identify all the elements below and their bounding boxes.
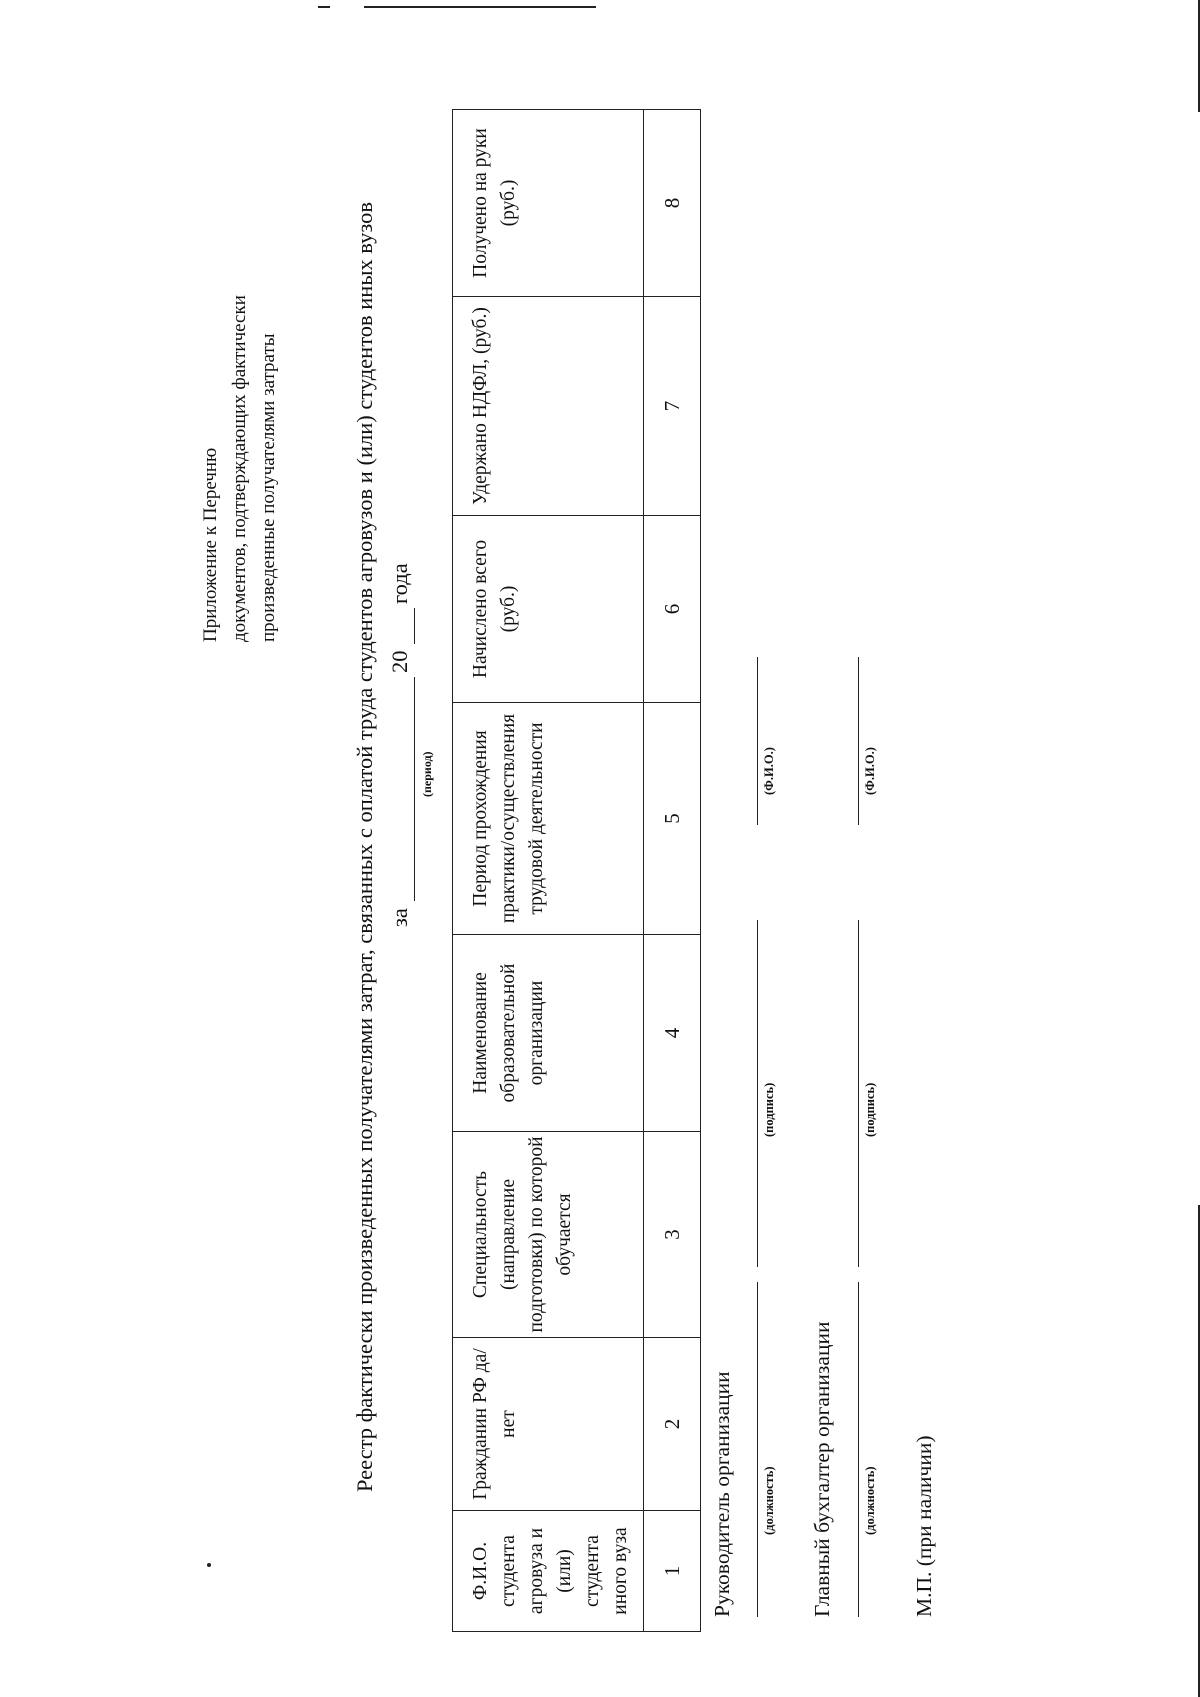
- column-number: 5: [644, 703, 701, 935]
- accountant-position-caption: (должность): [863, 1466, 877, 1535]
- header-cell: Период прохождения практики/осуществления трудовой деятельности: [453, 703, 644, 935]
- header-cell: Специальность (направление подготовки) по которой обучается: [453, 1132, 644, 1338]
- column-number: 4: [644, 935, 701, 1132]
- accountant-position-line[interactable]: [858, 1282, 859, 1617]
- accountant-name-caption: (Ф.И.О.): [863, 747, 877, 795]
- head-position-caption: (должность): [762, 1466, 776, 1535]
- column-number: 7: [644, 297, 701, 516]
- period-line: [387, 407, 421, 927]
- period-year-prefix: 20: [387, 650, 412, 673]
- header-row: [453, 110, 644, 1632]
- appendix-line: документов, подтверждающих фактически: [229, 295, 250, 642]
- registry-table: [452, 109, 701, 1632]
- appendix-line: Приложение к Перечню: [200, 447, 221, 642]
- accountant-label: Главный бухгалтер организации: [810, 1321, 834, 1617]
- header-cell: Гражданин РФ да/нет: [453, 1338, 644, 1511]
- period-blank[interactable]: [414, 677, 415, 901]
- header-cell: Удержано НДФЛ, (руб.): [453, 297, 644, 516]
- header-cell: Получено на руки (руб.): [453, 110, 644, 297]
- accountant-name-line[interactable]: [858, 657, 859, 825]
- column-number: 6: [644, 516, 701, 703]
- period-suffix: года: [387, 563, 412, 604]
- document-title: Реестр фактически произведенных получателями затрат, связанных с оплатой труда студентов агровузов и (или) студентов иных вузов: [352, 201, 377, 1493]
- head-signature-line[interactable]: [757, 920, 758, 1267]
- appendix-line: произведенные получателями затраты: [258, 333, 279, 642]
- accountant-signature-line[interactable]: [858, 920, 859, 1267]
- head-position-line[interactable]: [757, 1282, 758, 1617]
- stamp-note: М.П. (при наличии): [912, 1435, 936, 1617]
- column-number: 1: [644, 1511, 701, 1632]
- period-prefix: за: [387, 908, 412, 927]
- column-number: 2: [644, 1338, 701, 1511]
- column-number: 8: [644, 110, 701, 297]
- head-name-line[interactable]: [757, 657, 758, 825]
- header-cell: Наименование образовательной организации: [453, 935, 644, 1132]
- head-signature-caption: (подпись): [762, 1082, 776, 1137]
- title-block: [352, 77, 434, 1617]
- header-cell: Ф.И.О. студента агровуза и (или) студента иного вуза: [453, 1511, 644, 1632]
- head-name-caption: (Ф.И.О.): [762, 747, 776, 795]
- head-label: Руководитель организации: [710, 1371, 734, 1617]
- accountant-signature-caption: (подпись): [863, 1082, 877, 1137]
- header-cell: Начислено всего (руб.): [453, 516, 644, 703]
- year-blank[interactable]: [414, 608, 415, 644]
- appendix-note: [196, 82, 283, 642]
- column-number: 3: [644, 1132, 701, 1338]
- period-caption: (период): [420, 751, 434, 797]
- column-number-row: [644, 110, 701, 1632]
